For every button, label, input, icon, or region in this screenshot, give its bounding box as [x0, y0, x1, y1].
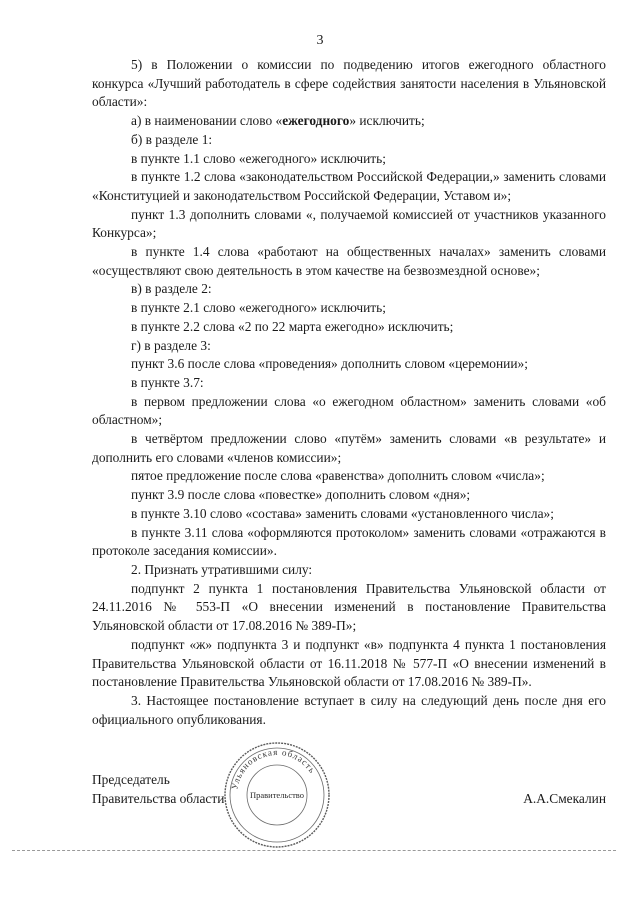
paragraph: в пункте 3.10 слово «состава» заменить словами «установленного числа»; [131, 505, 554, 521]
signature-title-line1: Председатель [92, 772, 170, 787]
bold-word: ежегодного [282, 113, 350, 129]
paragraph: в четвёртом предложении слово «путём» заменить словами «в результате» и дополнить его словами «членов комиссии»; [92, 431, 606, 465]
paragraph: пункт 1.3 дополнить словами «, получаемой комиссией от участников указанного Конкурса»; [92, 206, 606, 241]
paragraph-item-3: 3. Настоящее постановление вступает в силу на следующий день после дня его официального опубликования. [92, 692, 606, 727]
scan-artifact-line [12, 850, 616, 852]
paragraph-subitem-b: б) в разделе 1: [131, 131, 213, 147]
signatory-name: А.А.Смекалин [523, 791, 606, 806]
paragraph: в пункте 1.1 слово «ежегодного» исключить; [131, 150, 386, 166]
document-body [92, 56, 606, 729]
paragraph: в пункте 3.11 слова «оформляются протоколом» заменить словами «отражаются в протоколе заседания комиссии». [92, 524, 606, 559]
paragraph: в пункте 1.4 слова «работают на общественных началах» заменить словами «осуществляют свою деятельность в этом качестве на безвозмездной основе»; [92, 244, 606, 278]
signature-title-line2: Правительства области [92, 791, 225, 806]
paragraph: в первом предложении слова «о ежегодном областном» заменить словами «об областном»; [92, 393, 606, 428]
paragraph: пункт 3.6 после слова «проведения» дополнить словом «церемонии»; [131, 356, 528, 372]
paragraph-text: » исключить; [349, 113, 425, 129]
paragraph: подпункт 2 пункта 1 постановления Правительства Ульяновской области от 24.11.2016 № 553-П «О внесении изменений в постановление Правительства Ульяновской области от 17.08.2016 № 389-П»; [92, 580, 606, 634]
paragraph-text: а) в наименовании слово « [131, 113, 283, 129]
paragraph: пункт 3.9 после слова «повестке» дополнить словом «дня»; [131, 487, 471, 503]
paragraph-item-2: 2. Признать утратившими силу: [131, 561, 313, 577]
signature-block [92, 770, 606, 808]
seal-ring-text: Ульяновская область [229, 746, 318, 791]
paragraph-subitem-a [92, 112, 606, 131]
paragraph-subitem-g: г) в разделе 3: [131, 337, 211, 353]
page-number: 3 [316, 33, 324, 48]
paragraph: в пункте 1.2 слова «законодательством Российской Федерации,» заменить словами «Конституцией и законодательством Российской Федерации, Уставом и»; [92, 169, 606, 203]
paragraph: в пункте 2.2 слова «2 по 22 марта ежегодно» исключить; [131, 318, 454, 334]
paragraph: пятое предложение после слова «равенства» дополнить словом «числа»; [131, 468, 545, 484]
seal-center-text: Правительство [249, 790, 305, 800]
paragraph: в пункте 3.7: [131, 374, 204, 390]
paragraph-subitem-v: в) в разделе 2: [131, 281, 212, 297]
paragraph-item-5: 5) в Положении о комиссии по подведению итогов ежегодного областного конкурса «Лучший работодатель в сфере содействия занятости населения в Ульяновской области»: [92, 57, 606, 110]
paragraph: в пункте 2.1 слово «ежегодного» исключить; [131, 300, 386, 316]
paragraph: подпункт «ж» подпункта 3 и подпункт «в» подпункта 4 пункта 1 постановления Правительства Ульяновской области от 16.11.2018 № 577-П «О внесении изменений в постановление Правительства Ульяновской области от 17.08.2016 № 389-П». [92, 636, 606, 690]
